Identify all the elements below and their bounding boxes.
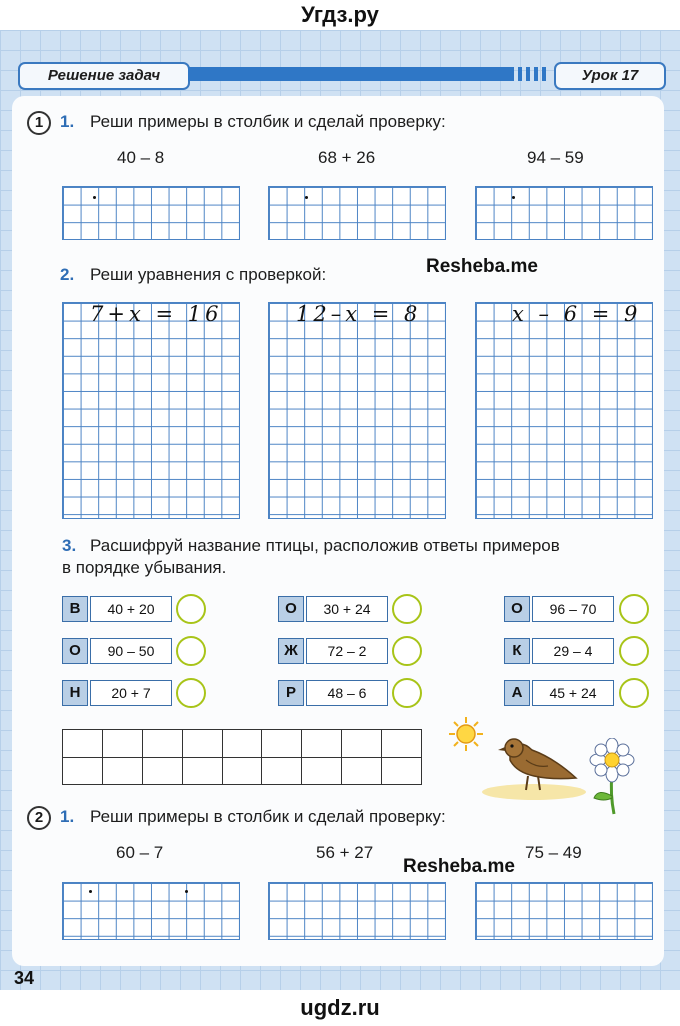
answer-cell[interactable]: [103, 758, 143, 785]
answer-cell[interactable]: [183, 758, 223, 785]
card-expression: 72 – 2: [306, 638, 388, 664]
card-expression: 90 – 50: [90, 638, 172, 664]
watermark: Resheba.me: [426, 256, 538, 277]
answer-cell[interactable]: [262, 730, 302, 757]
grid-dot: [185, 890, 188, 893]
card-letter: О: [278, 596, 304, 622]
answer-table-row: [63, 730, 421, 758]
answer-cell[interactable]: [342, 730, 382, 757]
equation-1: 7+x = 16: [90, 302, 223, 326]
answer-circle[interactable]: [176, 594, 206, 624]
grid-dot: [512, 196, 515, 199]
card-expression: 48 – 6: [306, 680, 388, 706]
task-instruction-line2: в порядке убывания.: [62, 558, 227, 577]
card-expression: 96 – 70: [532, 596, 614, 622]
example-2: 68 + 26: [318, 148, 376, 167]
answer-grid[interactable]: [475, 882, 653, 940]
answer-table-row: [63, 758, 421, 785]
answer-cell[interactable]: [302, 730, 342, 757]
answer-cell[interactable]: [302, 758, 342, 785]
answer-circle[interactable]: [392, 636, 422, 666]
answer-cell[interactable]: [262, 758, 302, 785]
page-number: 34: [14, 968, 35, 988]
card-letter: В: [62, 596, 88, 622]
task-instruction: Реши примеры в столбик и сделай проверку:: [90, 112, 446, 131]
task-number: 1.: [60, 112, 75, 131]
header-tick: [518, 67, 522, 81]
card-letter: А: [504, 680, 530, 706]
task-number: 3.: [62, 536, 77, 555]
task-group-number: 1: [27, 111, 51, 135]
answer-cell[interactable]: [183, 730, 223, 757]
site-title-bottom: ugdz.ru: [300, 995, 380, 1020]
example-2: 56 + 27: [316, 843, 374, 862]
equation-2: 12–x = 8: [296, 302, 422, 326]
card-letter: К: [504, 638, 530, 664]
lark-bird-icon: [476, 726, 596, 802]
card-expression: 45 + 24: [532, 680, 614, 706]
answer-cell[interactable]: [223, 758, 263, 785]
task-instruction-line1: Расшифруй название птицы, расположив ответы примеров: [90, 536, 560, 555]
site-title-top: Угдз.ру: [301, 2, 379, 27]
answer-cell[interactable]: [63, 758, 103, 785]
answer-circle[interactable]: [619, 594, 649, 624]
watermark: Resheba.me: [403, 856, 515, 877]
answer-circle[interactable]: [619, 678, 649, 708]
equation-3: x – 6 = 9: [512, 302, 642, 326]
task-instruction: Реши уравнения с проверкой:: [90, 265, 327, 284]
answer-cell[interactable]: [382, 730, 421, 757]
card-letter: Ж: [278, 638, 304, 664]
answer-grid[interactable]: [268, 186, 446, 240]
lesson-badge: Урок 17: [554, 62, 666, 90]
card-letter: О: [62, 638, 88, 664]
grid-dot: [93, 196, 96, 199]
bird-name-answer-table[interactable]: [62, 729, 422, 785]
header-bar: [188, 67, 514, 81]
answer-cell[interactable]: [223, 730, 263, 757]
header-tick: [534, 67, 538, 81]
answer-circle[interactable]: [392, 678, 422, 708]
example-1: 60 – 7: [116, 843, 164, 862]
answer-circle[interactable]: [176, 678, 206, 708]
answer-cell[interactable]: [342, 758, 382, 785]
section-title: Решение задач: [18, 62, 190, 90]
equation-grid[interactable]: [268, 302, 446, 519]
equation-grid[interactable]: [475, 302, 653, 519]
answer-circle[interactable]: [392, 594, 422, 624]
example-1: 40 – 8: [117, 148, 165, 167]
card-expression: 29 – 4: [532, 638, 614, 664]
answer-cell[interactable]: [103, 730, 143, 757]
daisy-flower-icon: [588, 738, 638, 816]
answer-cell[interactable]: [143, 730, 183, 757]
task-group-number: 2: [27, 806, 51, 830]
answer-grid[interactable]: [62, 186, 240, 240]
answer-grid[interactable]: [475, 186, 653, 240]
card-letter: О: [504, 596, 530, 622]
task-number: 1.: [60, 807, 75, 826]
grid-dot: [305, 196, 308, 199]
answer-cell[interactable]: [382, 758, 421, 785]
answer-cell[interactable]: [143, 758, 183, 785]
grid-dot: [89, 890, 92, 893]
card-letter: Н: [62, 680, 88, 706]
answer-cell[interactable]: [63, 730, 103, 757]
answer-grid[interactable]: [268, 882, 446, 940]
header-tick: [542, 67, 546, 81]
card-letter: Р: [278, 680, 304, 706]
example-3: 75 – 49: [525, 843, 582, 862]
answer-circle[interactable]: [619, 636, 649, 666]
answer-circle[interactable]: [176, 636, 206, 666]
card-expression: 30 + 24: [306, 596, 388, 622]
task-instruction: Реши примеры в столбик и сделай проверку:: [90, 807, 446, 826]
header-tick: [526, 67, 530, 81]
equation-grid[interactable]: [62, 302, 240, 519]
task-number: 2.: [60, 265, 75, 284]
card-expression: 20 + 7: [90, 680, 172, 706]
card-expression: 40 + 20: [90, 596, 172, 622]
example-3: 94 – 59: [527, 148, 584, 167]
